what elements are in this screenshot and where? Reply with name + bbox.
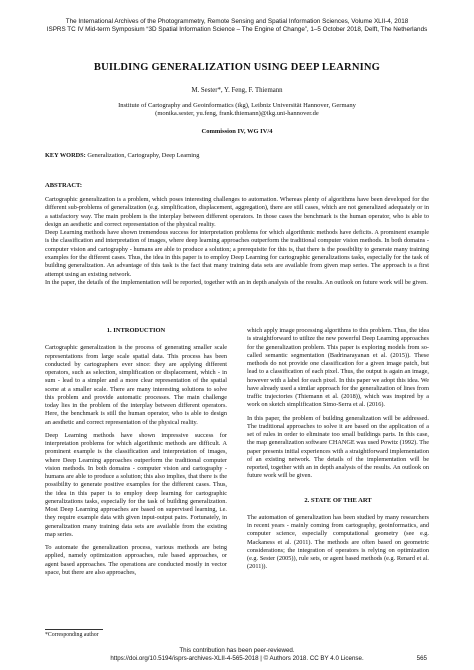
keywords [45,152,429,159]
keywords-label: KEY WORDS: [45,152,86,159]
footnote-divider [45,629,103,630]
right-column [247,327,429,577]
keywords-text: Generalization, Cartography, Deep Learning [87,152,200,159]
page-number: 565 [416,655,427,662]
state-of-art-paragraph-1: The automation of generalization has been studied by many researchers in recent years - mainly coming from cartography, geoinformatics, and computer science, especially computational geometry (see e.g. Mackaness et al. (2011). The methods are often based on geometric considerations; the integration of operators is relying on optimization (e.g. Sester (2005)), rule sets, or agent based methods (e.g. Renard et al. (2011)). [247,513,429,571]
footnote: *Corresponding author [45,632,99,638]
section-heading-state-of-the-art: 2. STATE OF THE ART [304,496,372,504]
intro-paragraph-1: Cartographic generalization is the process of generating smaller scale representations from large scale spatial data. This process has been conducted by cartographers ever since: they are applying different operators, such as selection, simplification or displacement, which - in sum - lead to a simpler and a more clear representation of the spatial scene at a smaller scale. There are many interesting solutions to solve this problem and provide automatic processes. The main challenge today lies in the problem of the interplay between different operators. Here, the benchmark is still the human operator, who is able to design an aesthetic and correct representation of the physical reality. [45,344,227,426]
header-line-1: The International Archives of the Photogrammetry, Remote Sensing and Spatial Information Sciences, Volume XLII-4, 2018 [65,18,409,25]
abstract-paragraph-2: Deep Learning methods have shown tremendous success for interpretation problems for which algorithmic methods have deficits. A prominent example is the classification and interpretation of images, where deep learning approaches outperform the traditional computer vision methods. In both domains - computer vision and cartography - humans are able to produce a solution; a prerequisite for this is, that there is the possibility to generate many training examples for the different cases. Thus, the idea in this paper is to employ Deep Learning for cartographic generalizations tasks, especially for the task of building generalization. An advantage of this task is the fact that many training data sets are available from given map series. The approach is a first attempt using an existing network. [45,229,429,278]
page-footer [20,647,454,663]
paper-title: BUILDING GENERALIZATION USING DEEP LEARNING [93,62,381,73]
footer-doi-link[interactable]: https://doi.org/10.5194/isprs-archives-XLII-4-565-2018 | © Authors 2018. CC BY 4.0 License. [110,655,364,662]
affiliation-line-1: Institute of Cartography and Geoinformatics (ikg), Leibniz Universität Hannover, Germany [118,102,356,109]
header-line-2: ISPRS TC IV Mid-term Symposium “3D Spatial Information Science – The Engine of Change”, 1–5 October 2018, Delft, The Netherlands [46,26,428,33]
abstract-heading: ABSTRACT: [45,182,83,189]
intro-paragraph-5: In this paper, the problem of building generalization will be addressed. The traditional approaches to solve it are based on the application of a set of rules in order to eliminate too small buildings parts. In this case, the map generalization software CHANGE was used Powitz (1992). The paper presents initial experiences with a straightforward implementation of an existing network. The details of the implementation will be reported, together with an in depth analysis of the results. An outlook on future work will be given. [247,414,429,480]
intro-paragraph-3: To automate the generalization process, various methods are being applied, namely optimization approaches, rule based approaches, or agent based approaches. The operations are conducted mostly in vector space, but there are also approaches, [45,544,227,576]
section-heading-introduction: 1. INTRODUCTION [106,327,166,334]
footer-peer-review: This contribution has been peer-reviewed. [179,647,295,654]
running-header [20,18,454,34]
abstract [45,196,429,287]
authors: M. Sester*, Y. Feng, F. Thiemann [191,87,283,94]
intro-paragraph-2: Deep Learning methods have shown impressive success for interpretation problems for which algorithmic methods are difficult. A prominent example is the classification and interpretation of images, where Deep Learning approaches outperform the traditional computer vision methods. In both domains - computer vision and cartography - humans are able to produce a solution; this also implies, that there is the possibility to generate positive examples for the different cases. Thus, the idea in this paper is to employ deep learning for cartographic generalizations tasks, especially for the task of building generalization. Most Deep Learning approaches are based on supervised learning, i.e. they require example data with given input-output pairs. Fortunately, in generalization many training data sets are available from the existing map series. [45,431,227,538]
intro-paragraph-4: which apply image processing algorithms to this problem. Thus, the idea is straightforward to utilize the new powerful Deep Learning approaches for the generalization problem. This paper is exploring models from so-called semantic segmentation (Badrinarayanan et al. (2015)). These methods do not provide one classification for a given image patch, but lead to a classification of each pixel. Thus, the output is again an image, however with a label for each pixel. In this paper we adopt this idea. We have already used a similar approach for the generalization of lines from traffic trajectories (Thiemann et al. (2018)), which was inspired by a work on sketch simplification Simo-Serra et al. (2016). [247,327,429,409]
affiliation-emails: (monika.sester, yu.feng, frank.thiemann)@ikg.uni-hannover.de [155,110,319,118]
commission: Commission IV, WG IV/4 [201,128,273,135]
affiliation [40,102,434,119]
abstract-paragraph-3: In the paper, the details of the implementation will be reported, together with an in depth analysis of the results. An outlook on future work will be given. [45,278,428,286]
abstract-paragraph-1: Cartographic generalization is a problem, which poses interesting challenges to automation. Whereas plenty of algorithms have been developed for the different sub-problems of generalization (e.g. simplification, displacement, aggregation), there are still cases, which are not generalized adequately or in a satisfactory way. The main problem is the interplay between different operators. In those cases the benchmark is the human operator, who is able to design an aesthetic and correct representation of the physical reality. [45,196,429,228]
left-column [45,327,227,582]
